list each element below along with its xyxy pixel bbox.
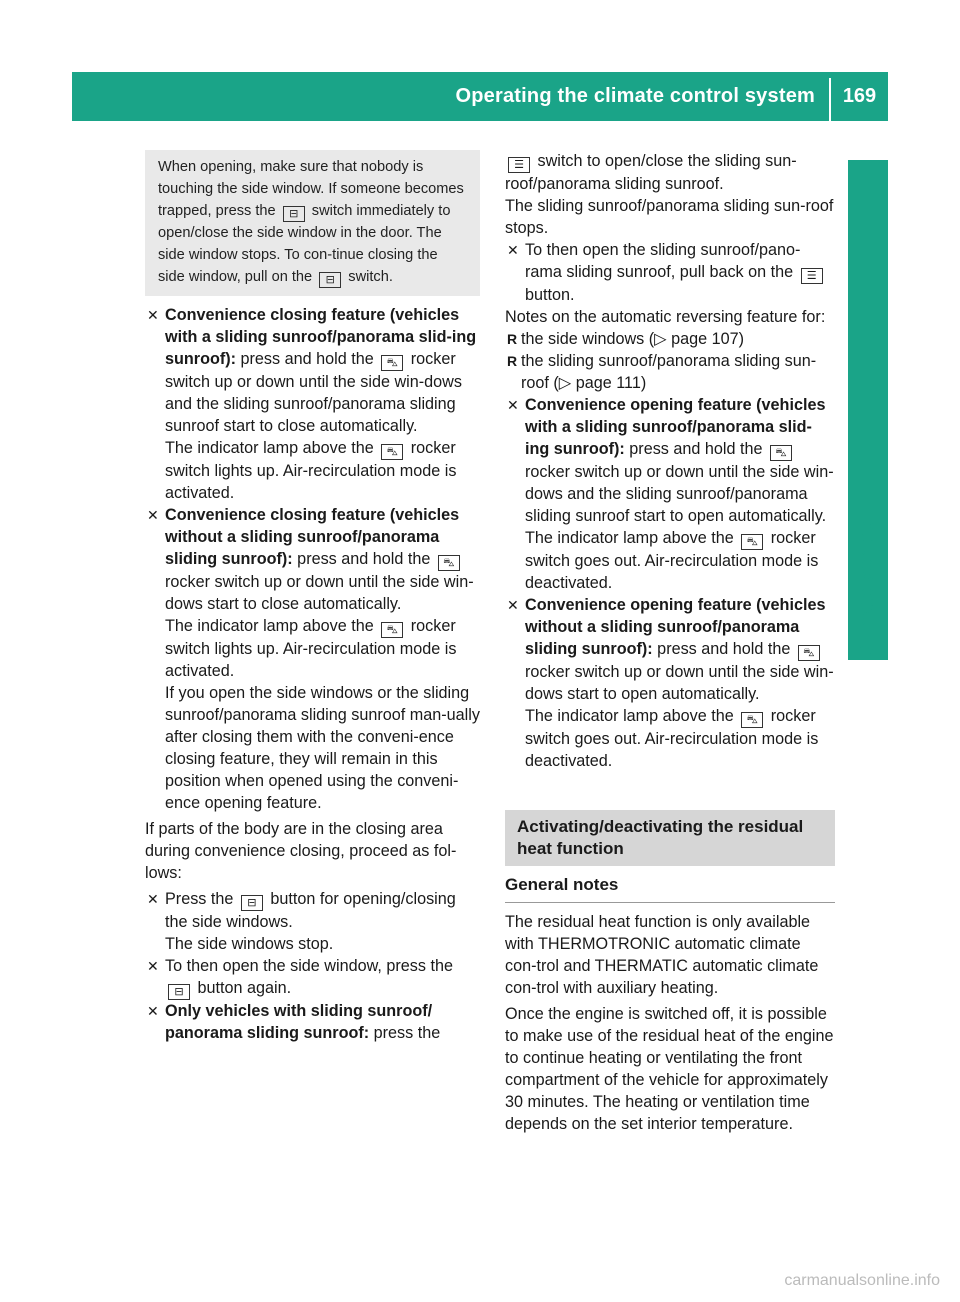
page-header (72, 72, 888, 121)
window-switch-icon: ⊟ (241, 895, 263, 911)
recirculation-switch-icon: ⛍ (381, 355, 403, 371)
step-text: rocker switch up or down until the side win-dows and the sliding sunroof/panorama sliding sunroof start to close automatically. (165, 350, 462, 435)
step-text: The indicator lamp above the (525, 529, 734, 547)
step-text: rocker switch goes out. Air-recirculation mode is deactivated. (525, 529, 819, 592)
step-arrow-icon: ✕ (507, 242, 519, 258)
step-text: press the (369, 1024, 441, 1042)
warning-text-2: switch immediately to open/close the side window in the door. The side window stops. To con-tinue closing the side window, pull on the (158, 203, 451, 285)
instruction-step (145, 1000, 481, 1044)
recirculation-switch-icon: ⛍ (770, 445, 792, 461)
window-switch-icon: ⊟ (319, 272, 341, 288)
step-arrow-icon: ✕ (147, 507, 159, 523)
page-number: 169 (842, 85, 877, 107)
instruction-step (145, 888, 481, 955)
step-text: rocker switch lights up. Air-recirculation mode is activated. (165, 617, 457, 680)
step-text: If you open the side windows or the sliding sunroof/panorama sliding sunroof man-ually after closing them with the conveni-ence closing feature, they will remain in this position when opened using the conveni-ence opening feature. (165, 684, 480, 812)
window-switch-icon: ⊟ (168, 984, 190, 1000)
step-arrow-icon: ✕ (507, 597, 519, 613)
body-paragraph: Once the engine is switched off, it is possible to make use of the residual heat of the engine to continue heating or ventilating the front compartment of the vehicle for approximately 30 minutes. The heating or ventilation time depends on the set interior temperature. (505, 1005, 834, 1133)
step-text: rocker switch up or down until the side win-dows start to open automatically. (525, 663, 834, 703)
step-text: The side windows stop. (165, 935, 334, 953)
step-arrow-icon: ✕ (507, 397, 519, 413)
right-column (505, 150, 835, 1135)
step-text: button for opening/closing the side windows. (165, 890, 456, 931)
recirculation-switch-icon: ⛍ (381, 622, 403, 638)
recirculation-switch-icon: ⛍ (438, 555, 460, 571)
step-text: The indicator lamp above the (165, 617, 374, 635)
bullet-icon: R (507, 331, 518, 347)
recirculation-switch-icon: ⛍ (741, 534, 763, 550)
body-paragraph (505, 150, 835, 239)
step-text: To then open the sliding sunroof/pano-rama sliding sunroof, pull back on the (525, 241, 801, 281)
body-paragraph: If parts of the body are in the closing area during convenience closing, proceed as fol-lows: (145, 820, 457, 882)
step-text: press and hold the (292, 550, 431, 568)
step-text: The indicator lamp above the (525, 707, 734, 725)
step-arrow-icon: ✕ (147, 891, 159, 907)
watermark: carmanualsonline.info (784, 1272, 940, 1289)
step-text: The indicator lamp above the (165, 439, 374, 457)
list-item (505, 350, 835, 394)
instruction-step (145, 955, 481, 1000)
warning-text-3: switch. (348, 269, 393, 285)
chapter-tab-label: Climate control (855, 514, 878, 660)
sunroof-switch-icon: ☰ (508, 157, 530, 173)
instruction-step (145, 504, 481, 814)
step-heading: Convenience opening feature (vehicles with a sliding sunroof/panorama slid-ing sunroof): (525, 396, 826, 458)
step-arrow-icon: ✕ (147, 958, 159, 974)
sub-heading: General notes (505, 866, 835, 903)
step-text: switch to open/close the sliding sun-roof/panorama sliding sunroof. (505, 152, 797, 193)
list-item-text: the side windows (▷ page 107) (521, 330, 745, 348)
step-heading: Convenience closing feature (vehicles without a sliding sunroof/panorama sliding sunroof): (165, 506, 460, 568)
step-text: rocker switch goes out. Air-recirculation mode is deactivated. (525, 707, 819, 770)
step-text: To then open the side window, press the (165, 957, 453, 975)
section-heading: Activating/deactivating the residual heat function (505, 810, 835, 866)
instruction-step (505, 394, 835, 594)
window-switch-icon: ⊟ (283, 206, 305, 222)
step-text: press and hold the (652, 640, 791, 658)
warning-box (145, 150, 480, 296)
list-item (505, 328, 835, 350)
step-arrow-icon: ✕ (147, 1003, 159, 1019)
instruction-step (145, 304, 481, 504)
instruction-step (505, 594, 835, 772)
body-paragraph: The residual heat function is only available with THERMOTRONIC automatic climate con-trol and THERMATIC automatic climate con-trol with auxiliary heating. (505, 913, 819, 997)
step-heading: Only vehicles with sliding sunroof/ panorama sliding sunroof: (165, 1002, 433, 1042)
step-heading: Convenience closing feature (vehicles with a sliding sunroof/panorama slid-ing sunroof): (165, 306, 477, 368)
notes-title: Notes on the automatic reversing feature for: (505, 308, 826, 326)
step-text: button. (525, 286, 575, 304)
step-arrow-icon: ✕ (147, 307, 159, 323)
step-text: The sliding sunroof/panorama sliding sun-roof stops. (505, 197, 834, 237)
bullet-icon: R (507, 353, 518, 369)
left-column (145, 150, 481, 1044)
recirculation-switch-icon: ⛍ (381, 444, 403, 460)
list-item-text: the sliding sunroof/panorama sliding sun-roof (▷ page 111) (521, 352, 817, 392)
step-text: rocker switch lights up. Air-recirculation mode is activated. (165, 439, 457, 502)
step-text: rocker switch up or down until the side win-dows start to close automatically. (165, 573, 474, 613)
recirculation-switch-icon: ⛍ (741, 712, 763, 728)
instruction-step (505, 239, 835, 306)
page-title: Operating the climate control system (455, 85, 815, 107)
step-heading: Convenience opening feature (vehicles without a sliding sunroof/panorama sliding sunroof): (525, 596, 826, 658)
step-text: press and hold the (236, 350, 374, 368)
step-text: press and hold the (624, 440, 763, 458)
warning-text-1: When opening, make sure that nobody is touching the side window. If someone becomes trapped, press the (158, 159, 464, 219)
step-text: button again. (197, 979, 292, 997)
sunroof-switch-icon: ☰ (801, 268, 823, 284)
step-text: rocker switch up or down until the side win-dows and the sliding sunroof/panorama sliding sunroof start to open automatically. (525, 463, 834, 525)
step-text: Press the (165, 890, 234, 908)
recirculation-switch-icon: ⛍ (798, 645, 820, 661)
